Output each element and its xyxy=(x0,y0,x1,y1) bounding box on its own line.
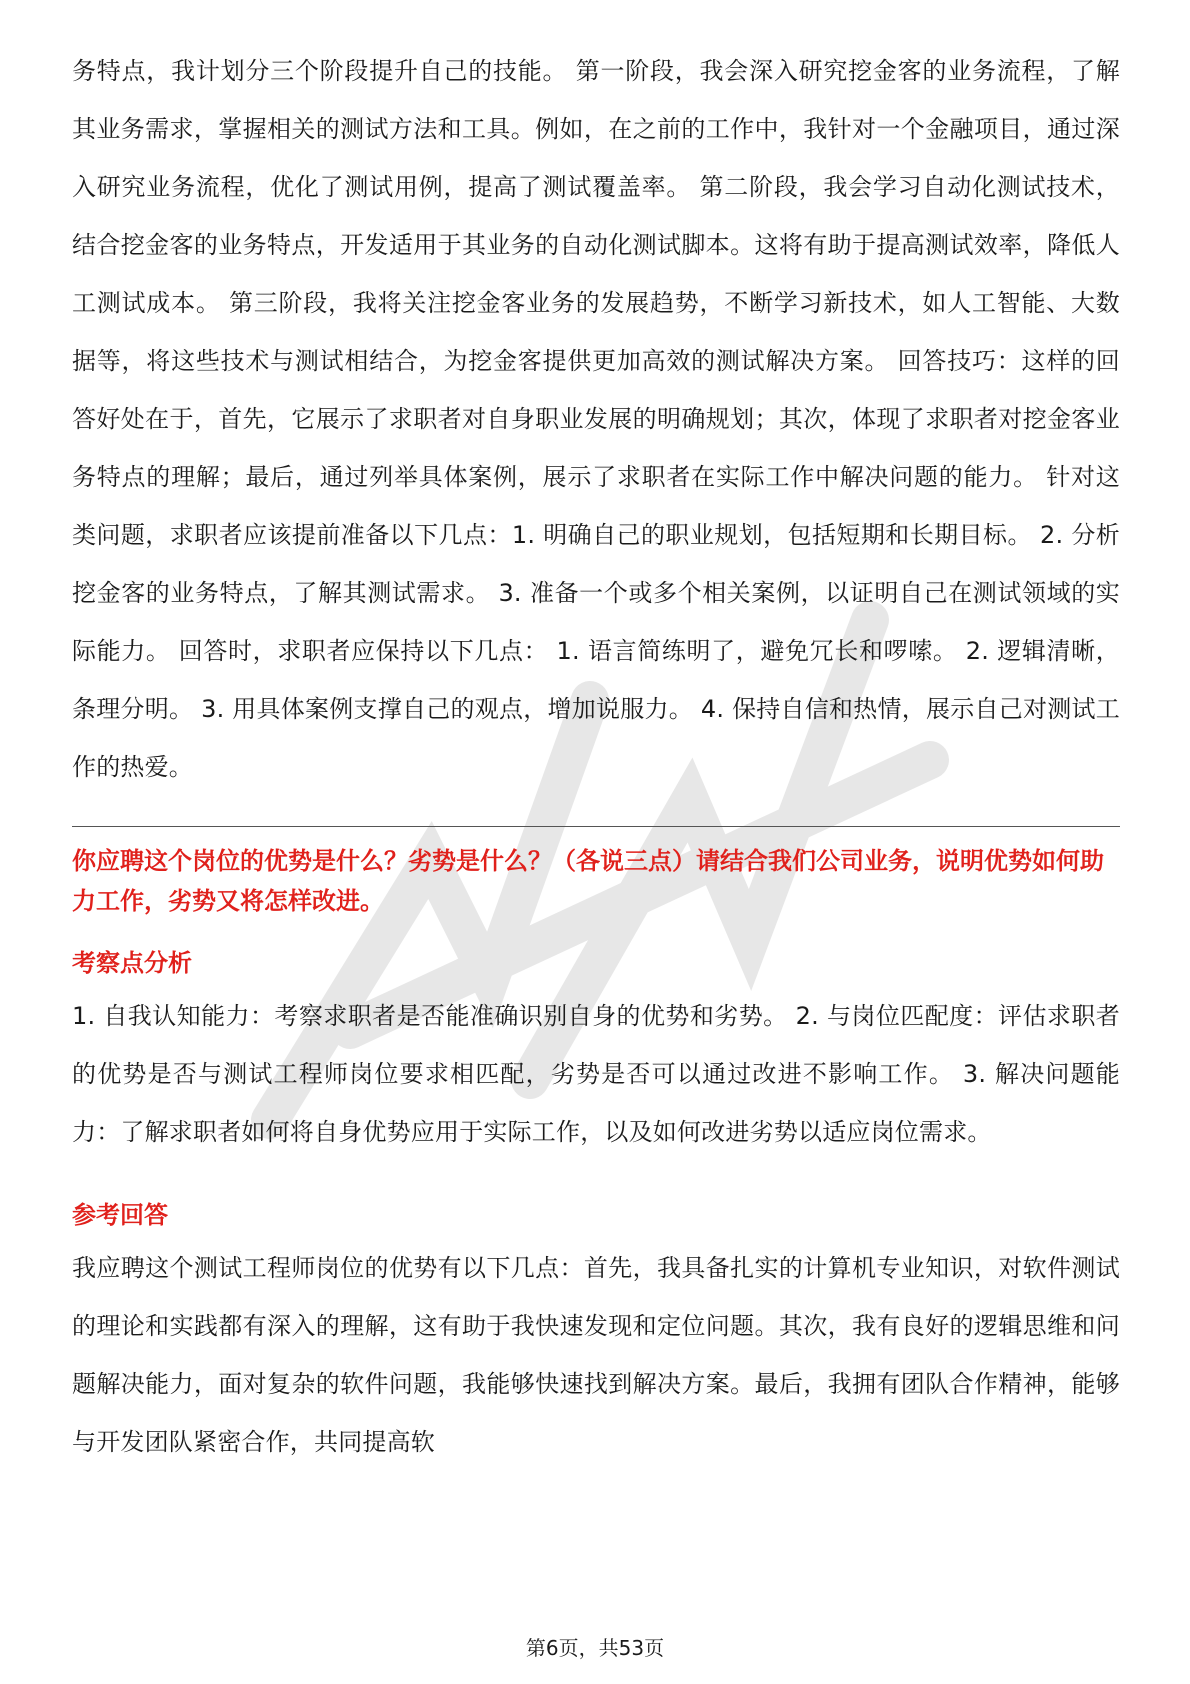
analysis-heading: 考察点分析 xyxy=(72,949,192,977)
main-content xyxy=(72,42,1120,1471)
analysis-paragraph: 1. 自我认知能力：考察求职者是否能准确识别自身的优势和劣势。 2. 与岗位匹配度：评估求职者的优势是否与测试工程师岗位要求相匹配，劣势是否可以通过改进不影响工作。 3. 解决问题能力：了解求职者如何将自身优势应用于实际工作，以及如何改进劣势以适应岗位需求。 xyxy=(72,1002,1120,1146)
answer-paragraph: 我应聘这个测试工程师岗位的优势有以下几点：首先，我具备扎实的计算机专业知识，对软件测试的理论和实践都有深入的理解，这有助于我快速发现和定位问题。其次，我有良好的逻辑思维和问题解决能力，面对复杂的软件问题，我能够快速找到解决方案。最后，我拥有团队合作精神，能够与开发团队紧密合作，共同提高软 xyxy=(72,1254,1120,1456)
question-heading: 你应聘这个岗位的优势是什么？劣势是什么？（各说三点）请结合我们公司业务，说明优势如何助力工作，劣势又将怎样改进。 xyxy=(72,847,1104,915)
body-paragraph: 务特点，我计划分三个阶段提升自己的技能。 第一阶段，我会深入研究挖金客的业务流程，了解其业务需求，掌握相关的测试方法和工具。例如，在之前的工作中，我针对一个金融项目，通过深入研究业务流程，优化了测试用例，提高了测试覆盖率。 第二阶段，我会学习自动化测试技术，结合挖金客的业务特点，开发适用于其业务的自动化测试脚本。这将有助于提高测试效率，降低人工测试成本。 第三阶段，我将关注挖金客业务的发展趋势，不断学习新技术，如人工智能、大数据等，将这些技术与测试相结合，为挖金客提供更加高效的测试解决方案。 回答技巧：这样的回答好处在于，首先，它展示了求职者对自身职业发展的明确规划；其次，体现了求职者对挖金客业务特点的理解；最后，通过列举具体案例，展示了求职者在实际工作中解决问题的能力。 针对这类问题，求职者应该提前准备以下几点：1. 明确自己的职业规划，包括短期和长期目标。 2. 分析挖金客的业务特点，了解其测试需求。 3. 准备一个或多个相关案例，以证明自己在测试领域的实际能力。 回答时，求职者应保持以下几点： 1. 语言简练明了，避免冗长和啰嗦。 2. 逻辑清晰，条理分明。 3. 用具体案例支撑自己的观点，增加说服力。 4. 保持自信和热情，展示自己对测试工作的热爱。 xyxy=(72,57,1120,781)
section-divider xyxy=(72,826,1120,827)
answer-heading: 参考回答 xyxy=(72,1201,168,1229)
page-number: 第6页，共53页 xyxy=(525,1636,665,1660)
